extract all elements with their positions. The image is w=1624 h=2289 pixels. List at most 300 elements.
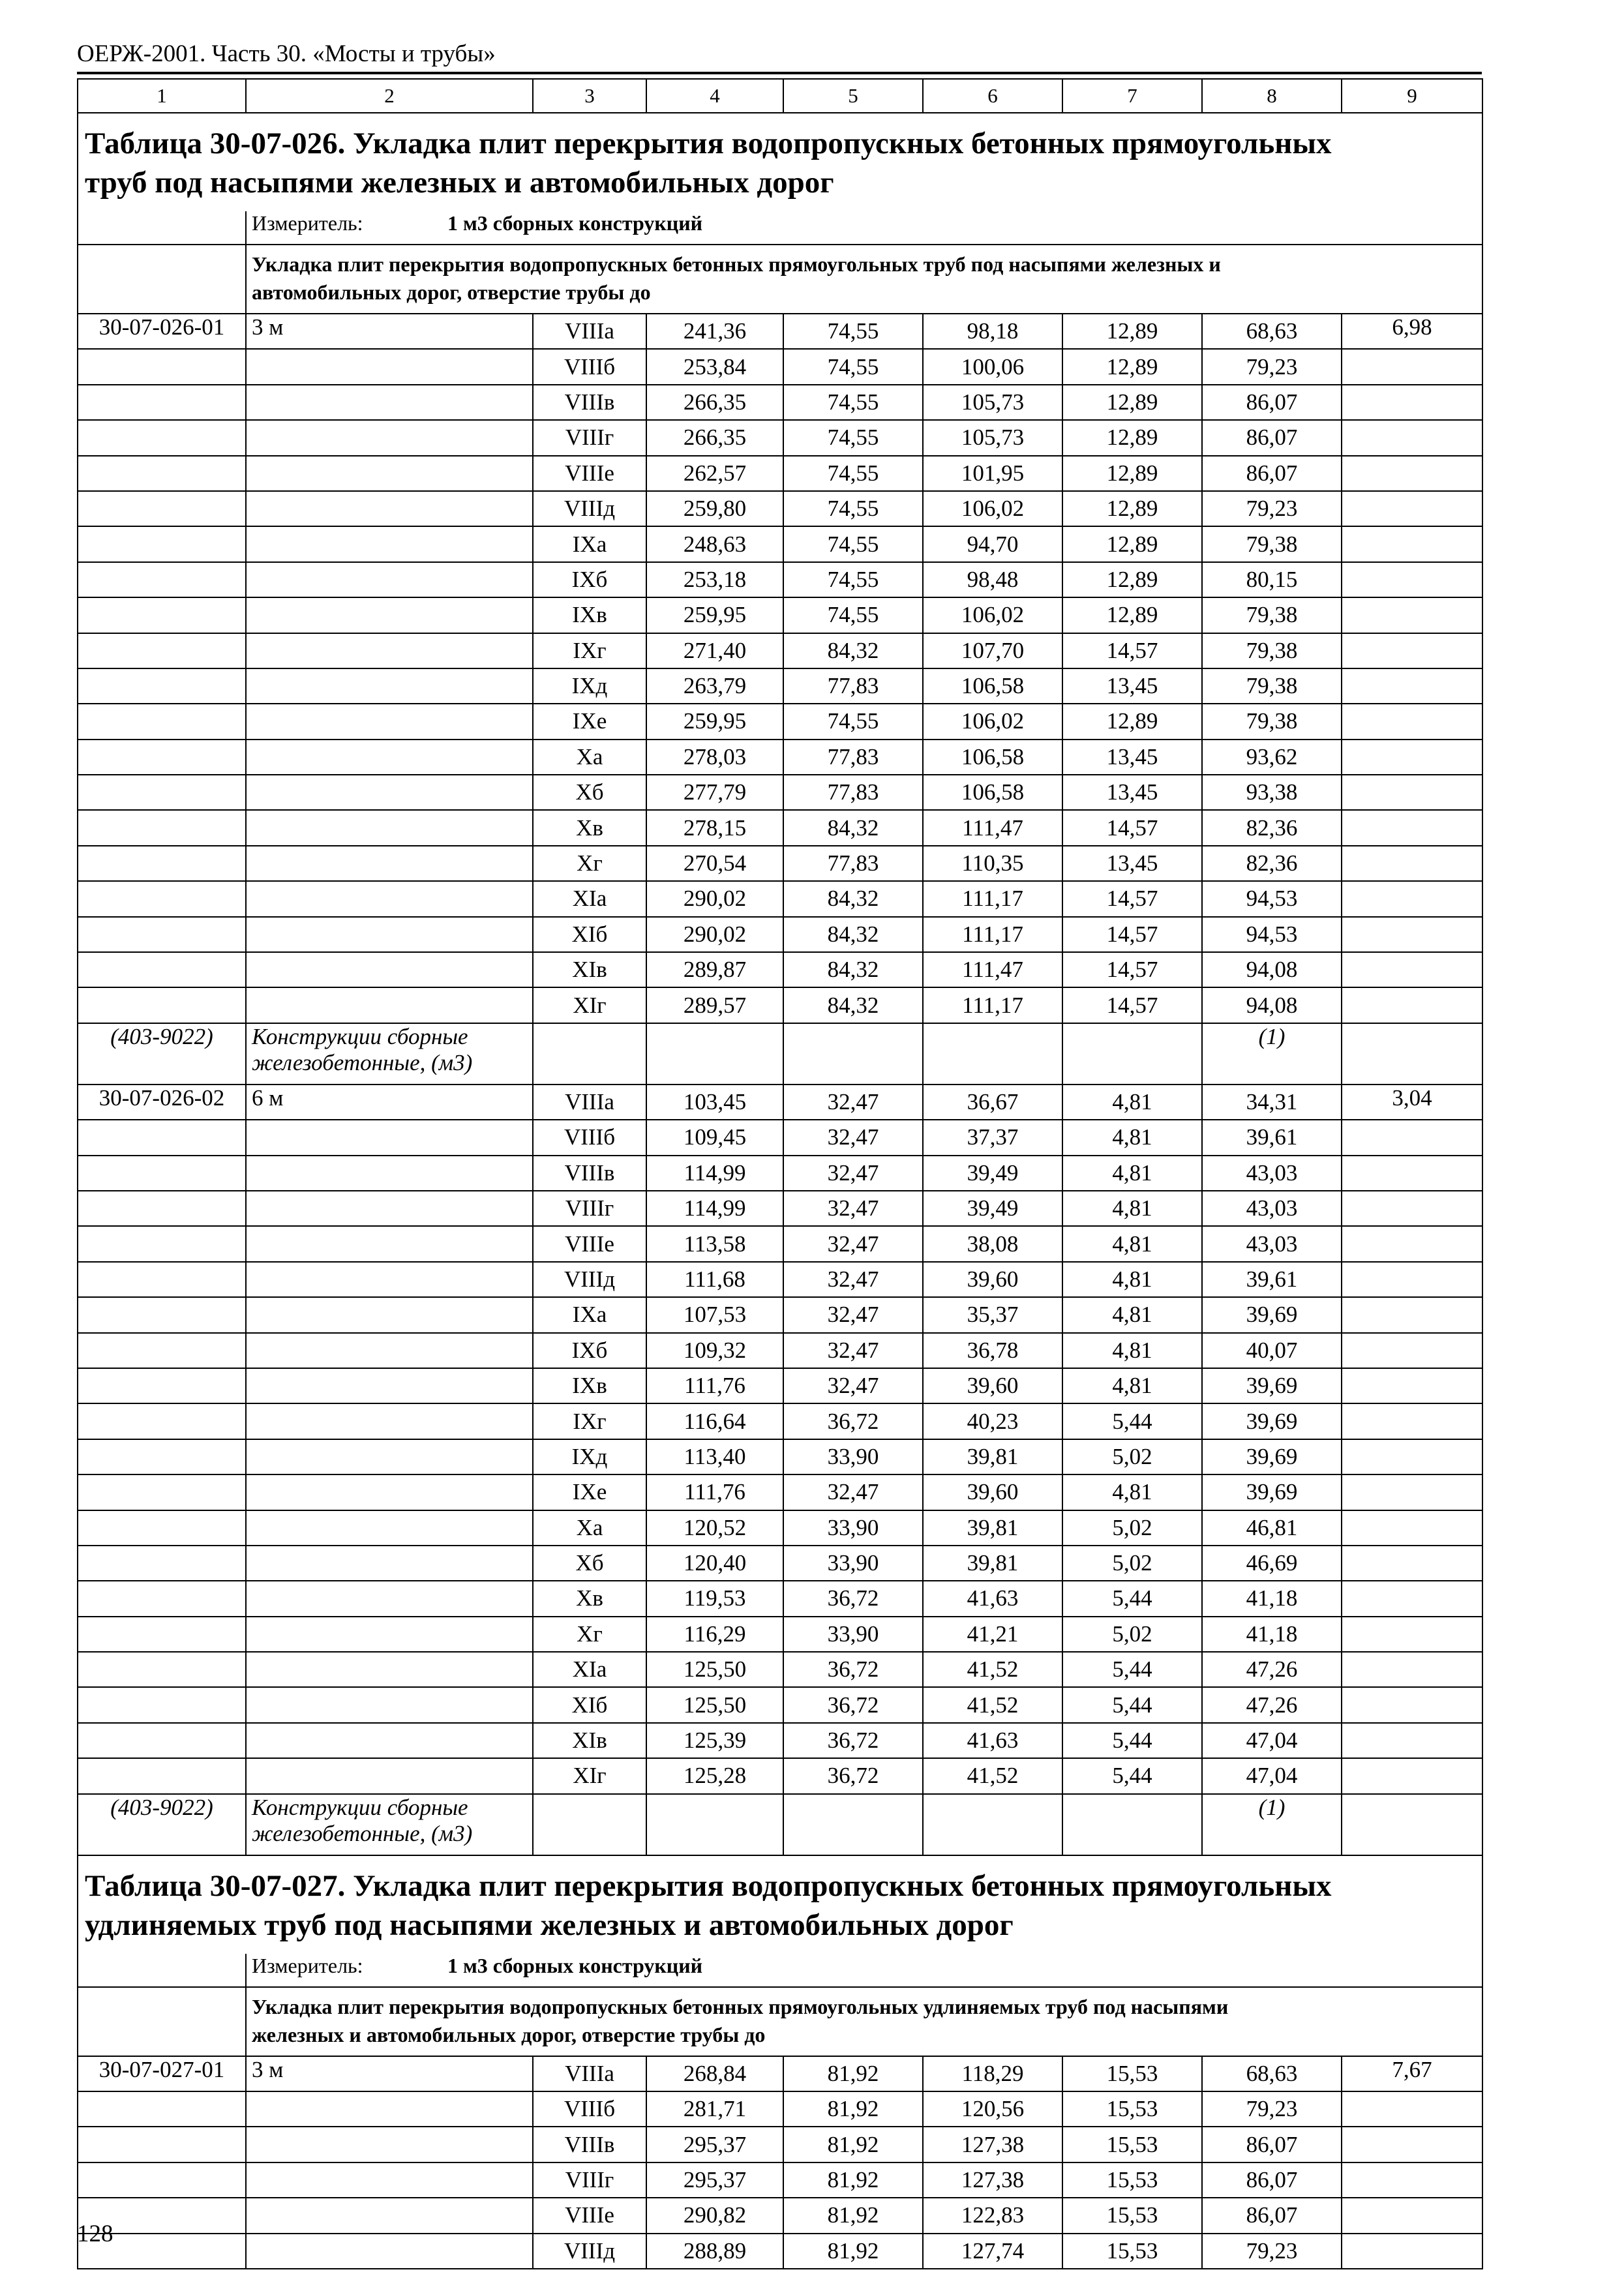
value-cell: 12,89 [1062, 704, 1202, 739]
item-name-cell [246, 1226, 533, 1261]
description-blank [78, 1987, 246, 2056]
item-name-cell [246, 775, 533, 810]
resource-empty-cell [1062, 1794, 1202, 1855]
value-cell: 13,45 [1062, 740, 1202, 775]
category-cell: IXг [533, 633, 646, 668]
item-code-cell [78, 2162, 246, 2198]
value-cell: 79,38 [1202, 597, 1342, 633]
description-line: железных и автомобильных дорог, отверстие трубы до [252, 2022, 766, 2046]
value-cell: 32,47 [783, 1333, 923, 1368]
column-9-cell [1342, 1617, 1482, 1652]
column-9-cell [1342, 1262, 1482, 1297]
value-cell: 114,99 [646, 1191, 783, 1226]
item-name-cell [246, 1368, 533, 1403]
table-row [78, 2234, 1482, 2269]
column-9-cell [1342, 349, 1482, 384]
value-cell: 84,32 [783, 952, 923, 987]
value-cell: 14,57 [1062, 987, 1202, 1023]
value-cell: 39,60 [923, 1474, 1062, 1510]
item-code-cell [78, 1156, 246, 1191]
item-code-cell [78, 1652, 246, 1687]
column-9-cell [1342, 491, 1482, 526]
value-cell: 290,82 [646, 2198, 783, 2233]
value-cell: 68,63 [1202, 314, 1342, 349]
value-cell: 74,55 [783, 349, 923, 384]
item-name-cell [246, 1120, 533, 1155]
table-row [78, 385, 1482, 420]
column-9-cell [1342, 456, 1482, 491]
category-cell: Xа [533, 1510, 646, 1546]
value-cell: 125,28 [646, 1758, 783, 1793]
value-cell: 278,03 [646, 740, 783, 775]
value-cell: 79,38 [1202, 704, 1342, 739]
item-name-cell [246, 952, 533, 987]
meter-value: 1 м3 сборных конструкций [447, 1953, 703, 1977]
item-code-cell [78, 526, 246, 561]
value-cell: 86,07 [1202, 420, 1342, 455]
value-cell: 80,15 [1202, 562, 1342, 597]
value-cell: 41,63 [923, 1723, 1062, 1758]
value-cell: 40,23 [923, 1403, 1062, 1439]
value-cell: 109,32 [646, 1333, 783, 1368]
value-cell: 81,92 [783, 2234, 923, 2269]
category-cell: Xг [533, 1617, 646, 1652]
value-cell: 288,89 [646, 2234, 783, 2269]
table-row [78, 846, 1482, 881]
value-cell: 79,23 [1202, 2234, 1342, 2269]
table-row [78, 1687, 1482, 1722]
column-9-cell [1342, 385, 1482, 420]
value-cell: 74,55 [783, 597, 923, 633]
value-cell: 106,02 [923, 704, 1062, 739]
value-cell: 32,47 [783, 1474, 923, 1510]
table-row [78, 1546, 1482, 1581]
category-cell: IXа [533, 526, 646, 561]
item-code-cell [78, 810, 246, 845]
category-cell: IXд [533, 668, 646, 704]
value-cell: 5,44 [1062, 1403, 1202, 1439]
value-cell: 127,38 [923, 2127, 1062, 2162]
category-cell: IXе [533, 704, 646, 739]
value-cell: 46,69 [1202, 1546, 1342, 1581]
value-cell: 32,47 [783, 1120, 923, 1155]
resource-name-line: Конструкции сборные [252, 1794, 468, 1820]
table-row [78, 1758, 1482, 1793]
value-cell: 74,55 [783, 491, 923, 526]
category-cell: XIб [533, 917, 646, 952]
table-title [78, 113, 1482, 211]
item-name-cell [246, 2127, 533, 2162]
value-cell: 289,57 [646, 987, 783, 1023]
category-cell: Xг [533, 846, 646, 881]
value-cell: 36,72 [783, 1403, 923, 1439]
value-cell: 127,38 [923, 2162, 1062, 2198]
value-cell: 15,53 [1062, 2162, 1202, 2198]
item-code-cell [78, 1474, 246, 1510]
resource-empty-cell [533, 1794, 646, 1855]
table-row [78, 952, 1482, 987]
category-cell: VIIIв [533, 1156, 646, 1191]
estimate-table [77, 78, 1483, 2269]
meter-blank [78, 1954, 246, 1987]
table-meter [246, 211, 1482, 245]
value-cell: 253,84 [646, 349, 783, 384]
value-cell: 106,02 [923, 597, 1062, 633]
value-cell: 84,32 [783, 633, 923, 668]
column-9-cell [1342, 1297, 1482, 1332]
value-cell: 39,69 [1202, 1439, 1342, 1474]
description-blank [78, 245, 246, 314]
table-row [78, 810, 1482, 845]
item-code-cell [78, 1120, 246, 1155]
value-cell: 79,23 [1202, 349, 1342, 384]
category-cell: VIIIв [533, 385, 646, 420]
item-code-cell [78, 952, 246, 987]
column-9-cell [1342, 1156, 1482, 1191]
column-number: 4 [646, 79, 783, 113]
column-number: 8 [1202, 79, 1342, 113]
value-cell: 248,63 [646, 526, 783, 561]
resource-name-line: железобетонные, (м3) [252, 1820, 473, 1846]
value-cell: 15,53 [1062, 2234, 1202, 2269]
item-code-cell [78, 1226, 246, 1261]
page-header: ОЕРЖ-2001. Часть 30. «Мосты и трубы» [77, 40, 496, 67]
table-row [78, 314, 1482, 349]
table-row [78, 1617, 1482, 1652]
resource-code: (403-9022) [78, 1023, 246, 1085]
item-name-cell [246, 1403, 533, 1439]
value-cell: 111,76 [646, 1368, 783, 1403]
item-code-cell [78, 775, 246, 810]
meter-label: Измеритель: [252, 1953, 363, 1977]
value-cell: 5,44 [1062, 1581, 1202, 1616]
resource-empty-cell [923, 1794, 1062, 1855]
item-code-cell [78, 1297, 246, 1332]
category-cell: XIг [533, 1758, 646, 1793]
item-code-cell [78, 385, 246, 420]
value-cell: 36,72 [783, 1758, 923, 1793]
table-description-row [78, 245, 1482, 314]
column-9-cell [1342, 1403, 1482, 1439]
item-name-cell [246, 420, 533, 455]
value-cell: 113,40 [646, 1439, 783, 1474]
value-cell: 93,62 [1202, 740, 1342, 775]
value-cell: 259,80 [646, 491, 783, 526]
column-9-cell: 3,04 [1342, 1085, 1482, 1120]
column-9-cell [1342, 1120, 1482, 1155]
item-name-cell [246, 1191, 533, 1226]
item-code-cell [78, 846, 246, 881]
table-meter [246, 1954, 1482, 1987]
value-cell: 5,44 [1062, 1687, 1202, 1722]
value-cell: 5,02 [1062, 1439, 1202, 1474]
value-cell: 39,69 [1202, 1368, 1342, 1403]
item-name-cell [246, 1262, 533, 1297]
value-cell: 271,40 [646, 633, 783, 668]
value-cell: 86,07 [1202, 2198, 1342, 2233]
value-cell: 39,81 [923, 1546, 1062, 1581]
table-body [78, 79, 1482, 2269]
item-code-cell [78, 917, 246, 952]
item-code-cell: 30-07-026-01 [78, 314, 246, 349]
value-cell: 120,52 [646, 1510, 783, 1546]
item-name-cell [246, 1617, 533, 1652]
item-code-cell [78, 987, 246, 1023]
item-name-cell [246, 881, 533, 916]
item-code-cell [78, 1546, 246, 1581]
value-cell: 4,81 [1062, 1474, 1202, 1510]
value-cell: 109,45 [646, 1120, 783, 1155]
category-cell: VIIIд [533, 491, 646, 526]
value-cell: 14,57 [1062, 881, 1202, 916]
item-code-cell [78, 1439, 246, 1474]
item-name-cell [246, 1546, 533, 1581]
value-cell: 77,83 [783, 846, 923, 881]
value-cell: 33,90 [783, 1439, 923, 1474]
category-cell: XIг [533, 987, 646, 1023]
column-9-cell [1342, 1546, 1482, 1581]
resource-row [78, 1794, 1482, 1855]
value-cell: 39,81 [923, 1510, 1062, 1546]
column-9-cell [1342, 2091, 1482, 2127]
category-cell: VIIIг [533, 2162, 646, 2198]
table-row [78, 1510, 1482, 1546]
resource-empty-cell [646, 1023, 783, 1085]
value-cell: 74,55 [783, 562, 923, 597]
value-cell: 47,04 [1202, 1723, 1342, 1758]
resource-row [78, 1023, 1482, 1085]
value-cell: 47,04 [1202, 1758, 1342, 1793]
value-cell: 114,99 [646, 1156, 783, 1191]
value-cell: 74,55 [783, 385, 923, 420]
category-cell: XIв [533, 952, 646, 987]
category-cell: VIIIд [533, 1262, 646, 1297]
value-cell: 98,18 [923, 314, 1062, 349]
value-cell: 13,45 [1062, 846, 1202, 881]
category-cell: Xа [533, 740, 646, 775]
column-9-cell [1342, 1191, 1482, 1226]
value-cell: 118,29 [923, 2056, 1062, 2091]
value-cell: 277,79 [646, 775, 783, 810]
table-row [78, 1652, 1482, 1687]
value-cell: 15,53 [1062, 2056, 1202, 2091]
item-name-cell [246, 2198, 533, 2233]
value-cell: 81,92 [783, 2162, 923, 2198]
item-code-cell [78, 2127, 246, 2162]
value-cell: 4,81 [1062, 1226, 1202, 1261]
value-cell: 94,70 [923, 526, 1062, 561]
column-9-cell [1342, 1652, 1482, 1687]
table-row [78, 740, 1482, 775]
column-9-cell [1342, 1439, 1482, 1474]
value-cell: 111,68 [646, 1262, 783, 1297]
value-cell: 32,47 [783, 1368, 923, 1403]
column-9-cell [1342, 881, 1482, 916]
value-cell: 5,02 [1062, 1546, 1202, 1581]
value-cell: 79,38 [1202, 668, 1342, 704]
value-cell: 86,07 [1202, 456, 1342, 491]
value-cell: 77,83 [783, 740, 923, 775]
resource-name [246, 1023, 533, 1085]
value-cell: 127,74 [923, 2234, 1062, 2269]
value-cell: 12,89 [1062, 385, 1202, 420]
value-cell: 32,47 [783, 1297, 923, 1332]
value-cell: 82,36 [1202, 810, 1342, 845]
item-code-cell [78, 597, 246, 633]
value-cell: 41,63 [923, 1581, 1062, 1616]
value-cell: 116,64 [646, 1403, 783, 1439]
value-cell: 43,03 [1202, 1226, 1342, 1261]
value-cell: 43,03 [1202, 1156, 1342, 1191]
table-row [78, 917, 1482, 952]
column-9-cell [1342, 952, 1482, 987]
column-9-cell [1342, 562, 1482, 597]
item-name-cell [246, 491, 533, 526]
table-row [78, 987, 1482, 1023]
value-cell: 36,67 [923, 1085, 1062, 1120]
table-row [78, 597, 1482, 633]
table-row [78, 420, 1482, 455]
value-cell: 100,06 [923, 349, 1062, 384]
value-cell: 120,40 [646, 1546, 783, 1581]
item-name-cell [246, 562, 533, 597]
value-cell: 111,47 [923, 952, 1062, 987]
value-cell: 32,47 [783, 1226, 923, 1261]
category-cell: XIв [533, 1723, 646, 1758]
value-cell: 79,38 [1202, 633, 1342, 668]
value-cell: 12,89 [1062, 562, 1202, 597]
value-cell: 41,52 [923, 1687, 1062, 1722]
column-9-cell [1342, 1226, 1482, 1261]
value-cell: 241,36 [646, 314, 783, 349]
table-row [78, 349, 1482, 384]
resource-empty-cell [646, 1794, 783, 1855]
table-row [78, 1297, 1482, 1332]
value-cell: 259,95 [646, 597, 783, 633]
table-row [78, 775, 1482, 810]
value-cell: 84,32 [783, 881, 923, 916]
description-line: Укладка плит перекрытия водопропускных бетонных прямоугольных удлиняемых труб под насыпями [252, 1994, 1229, 2018]
value-cell: 74,55 [783, 420, 923, 455]
table-row [78, 491, 1482, 526]
value-cell: 37,37 [923, 1120, 1062, 1155]
category-cell: VIIIб [533, 349, 646, 384]
item-name-cell [246, 740, 533, 775]
value-cell: 103,45 [646, 1085, 783, 1120]
value-cell: 94,53 [1202, 881, 1342, 916]
item-name-cell [246, 1687, 533, 1722]
value-cell: 12,89 [1062, 420, 1202, 455]
table-row [78, 1474, 1482, 1510]
value-cell: 39,69 [1202, 1403, 1342, 1439]
value-cell: 41,18 [1202, 1581, 1342, 1616]
value-cell: 94,08 [1202, 987, 1342, 1023]
item-code-cell [78, 1262, 246, 1297]
value-cell: 39,60 [923, 1262, 1062, 1297]
resource-empty-cell [783, 1023, 923, 1085]
header-rule [77, 72, 1482, 74]
resource-empty-cell [1062, 1023, 1202, 1085]
value-cell: 111,17 [923, 881, 1062, 916]
value-cell: 4,81 [1062, 1156, 1202, 1191]
column-9-cell [1342, 810, 1482, 845]
value-cell: 266,35 [646, 385, 783, 420]
table-row [78, 1156, 1482, 1191]
value-cell: 12,89 [1062, 349, 1202, 384]
value-cell: 14,57 [1062, 952, 1202, 987]
column-9-cell [1342, 846, 1482, 881]
value-cell: 36,72 [783, 1723, 923, 1758]
value-cell: 12,89 [1062, 491, 1202, 526]
table-row [78, 1368, 1482, 1403]
item-code-cell [78, 1581, 246, 1616]
value-cell: 43,03 [1202, 1191, 1342, 1226]
category-cell: VIIIа [533, 314, 646, 349]
category-cell: VIIIб [533, 2091, 646, 2127]
value-cell: 107,53 [646, 1297, 783, 1332]
table-row [78, 1262, 1482, 1297]
value-cell: 295,37 [646, 2127, 783, 2162]
value-cell: 278,15 [646, 810, 783, 845]
value-cell: 36,72 [783, 1687, 923, 1722]
column-9-cell [1342, 775, 1482, 810]
value-cell: 259,95 [646, 704, 783, 739]
item-code-cell [78, 1758, 246, 1793]
column-9-cell: 6,98 [1342, 314, 1482, 349]
value-cell: 12,89 [1062, 456, 1202, 491]
resource-col9 [1342, 1794, 1482, 1855]
item-name-cell [246, 987, 533, 1023]
resource-code: (403-9022) [78, 1794, 246, 1855]
item-name-cell [246, 385, 533, 420]
item-code-cell [78, 349, 246, 384]
column-9-cell [1342, 740, 1482, 775]
resource-quantity: (1) [1202, 1023, 1342, 1085]
column-9-cell [1342, 987, 1482, 1023]
value-cell: 125,50 [646, 1652, 783, 1687]
value-cell: 86,07 [1202, 385, 1342, 420]
value-cell: 94,08 [1202, 952, 1342, 987]
value-cell: 36,72 [783, 1652, 923, 1687]
value-cell: 125,50 [646, 1687, 783, 1722]
value-cell: 77,83 [783, 668, 923, 704]
value-cell: 84,32 [783, 917, 923, 952]
value-cell: 106,02 [923, 491, 1062, 526]
column-9-cell [1342, 1581, 1482, 1616]
column-9-cell [1342, 597, 1482, 633]
column-9-cell [1342, 917, 1482, 952]
category-cell: VIIIе [533, 1226, 646, 1261]
column-9-cell [1342, 2127, 1482, 2162]
value-cell: 12,89 [1062, 526, 1202, 561]
item-code-cell: 30-07-027-01 [78, 2056, 246, 2091]
value-cell: 79,38 [1202, 526, 1342, 561]
value-cell: 79,23 [1202, 2091, 1342, 2127]
value-cell: 4,81 [1062, 1191, 1202, 1226]
column-9-cell [1342, 2162, 1482, 2198]
value-cell: 116,29 [646, 1617, 783, 1652]
table-row [78, 1439, 1482, 1474]
value-cell: 41,21 [923, 1617, 1062, 1652]
item-code-cell [78, 633, 246, 668]
category-cell: Xб [533, 775, 646, 810]
item-code-cell [78, 1687, 246, 1722]
resource-empty-cell [923, 1023, 1062, 1085]
value-cell: 12,89 [1062, 314, 1202, 349]
column-9-cell [1342, 526, 1482, 561]
description-line: автомобильных дорог, отверстие трубы до [252, 280, 651, 304]
value-cell: 32,47 [783, 1156, 923, 1191]
